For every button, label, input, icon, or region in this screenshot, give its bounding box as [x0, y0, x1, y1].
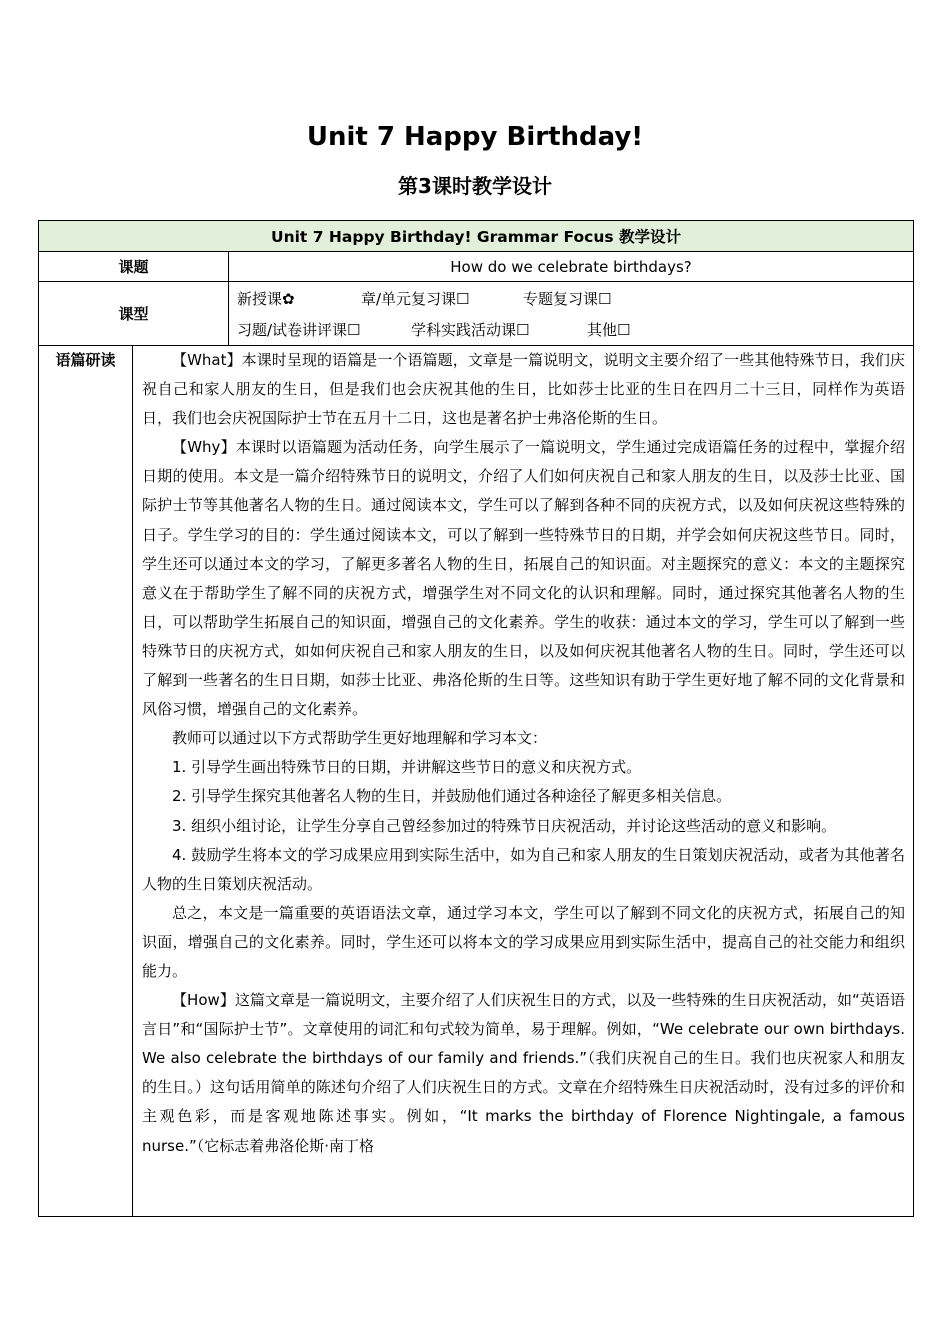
reading-analysis-cell — [133, 346, 914, 1217]
type-option-new: 新授课✿ — [237, 289, 295, 308]
lesson-plan-table — [38, 220, 914, 1217]
paragraph-method-1: 1. 引导学生画出特殊节日的日期，并讲解这些节日的意义和庆祝方式。 — [172, 758, 642, 777]
type-option-exercise-review: 习题/试卷讲评课☐ — [237, 320, 361, 339]
paragraph-method-4: 4. 鼓励学生将本文的学习成果应用到实际生活中，如为自己和家人朋友的生日策划庆祝活动，或者为其他著名人物的生日策划庆祝活动。 — [142, 845, 905, 893]
paragraph-why: 【Why】本课时以语篇题为活动任务，向学生展示了一篇说明文，学生通过完成语篇任务的过程中，掌握介绍日期的使用。本文是一篇介绍特殊节日的说明文，介绍了人们如何庆祝自己和家人朋友的生日，以及莎士比亚、国际护士节等其他著名人物的生日。通过阅读本文，学生可以了解到各种不同的庆祝方式，以及如何庆祝这些特殊的日子。学生学习的目的：学生通过阅读本文，可以了解到一些特殊节日的日期，并学会如何庆祝这些节日。同时，学生还可以通过本文的学习，了解更多著名人物的生日，拓展自己的知识面。对主题探究的意义：本文的主题探究意义在于帮助学生了解不同的庆祝方式，增强学生对不同文化的认识和理解。同时，通过探究其他著名人物的生日，可以帮助学生拓展自己的知识面，增强自己的文化素养。学生的收获：通过本文的学习，学生可以了解到一些特殊节日的庆祝方式，如如何庆祝自己和家人朋友的生日，以及如何庆祝其他著名人物的生日。同时，学生还可以了解到一些著名的生日日期，如莎士比亚、弗洛伦斯的生日等。这些知识有助于学生更好地了解不同的文化背景和风俗习惯，增强自己的文化素养。 — [142, 438, 905, 719]
type-options-row-1 — [229, 283, 913, 314]
table-header: Unit 7 Happy Birthday! Grammar Focus 教学设计 — [39, 221, 914, 252]
type-option-other: 其他☐ — [587, 320, 631, 339]
topic-value: How do we celebrate birthdays? — [229, 252, 914, 282]
topic-label: 课题 — [39, 252, 229, 282]
lesson-type-options — [229, 282, 914, 346]
paragraph-teacher-methods: 教师可以通过以下方式帮助学生更好地理解和学习本文： — [172, 729, 548, 748]
paragraph-method-2: 2. 引导学生探究其他著名人物的生日，并鼓励他们通过各种途径了解更多相关信息。 — [172, 787, 732, 806]
document-title: Unit 7 Happy Birthday! — [306, 122, 644, 152]
document-subtitle: 第3课时教学设计 — [398, 174, 552, 198]
type-option-topic-review: 专题复习课☐ — [523, 289, 612, 308]
paragraph-how: 【How】这篇文章是一篇说明文，主要介绍了人们庆祝生日的方式，以及一些特殊的生日庆祝活动，如“英语语言日”和“国际护士节”。文章使用的词汇和句式较为简单，易于理解。例如，“We celebrate our own birthdays. We also celebrate the birthdays of our family and friends.”（我们庆祝自己的生日。我们也庆祝家人和朋友的生日。）这句话用简单的陈述句介绍了人们庆祝生日的方式。文章在介绍特殊生日庆祝活动时，没有过多的评价和主观色彩，而是客观地陈述事实。例如，“It marks the birthday of Florence Nightingale, a famous nurse.”（它标志着弗洛伦斯·南丁格 — [142, 991, 905, 1155]
type-label: 课型 — [39, 282, 229, 346]
paragraph-what: 【What】本课时呈现的语篇是一个语篇题，文章是一篇说明文，说明文主要介绍了一些其他特殊节日，我们庆祝自己和家人朋友的生日，但是我们也会庆祝其他的生日，比如莎士比亚的生日在四月二十三日，同样作为英语日，我们也会庆祝国际护士节在五月十二日，这也是著名护士弗洛伦斯的生日。 — [142, 351, 905, 428]
type-option-unit-review: 章/单元复习课☐ — [361, 289, 470, 308]
type-option-practice-activity: 学科实践活动课☐ — [411, 320, 530, 339]
type-options-row-2 — [229, 314, 913, 345]
paragraph-method-3: 3. 组织小组讨论，让学生分享自己曾经参加过的特殊节日庆祝活动，并讨论这些活动的意义和影响。 — [172, 816, 837, 835]
reading-label-cell — [39, 346, 133, 1217]
reading-analysis-text — [142, 346, 905, 1216]
reading-label: 语篇研读 — [55, 351, 116, 369]
paragraph-summary: 总之，本文是一篇重要的英语语法文章，通过学习本文，学生可以了解到不同文化的庆祝方式，拓展自己的知识面，增强自己的文化素养。同时，学生还可以将本文的学习成果应用到实际生活中，提高自己的社交能力和组织能力。 — [142, 903, 905, 980]
